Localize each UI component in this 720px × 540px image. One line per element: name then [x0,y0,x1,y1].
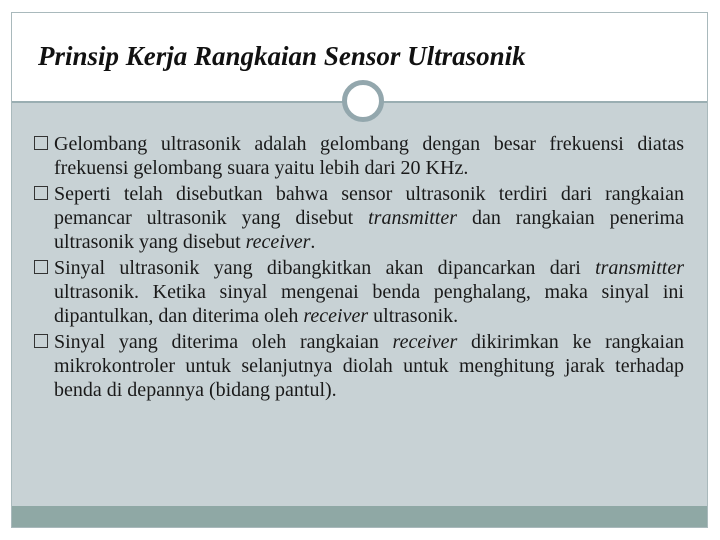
slide [11,12,708,528]
square-bullet-icon [34,260,48,274]
bullet-text [54,183,684,253]
text-segment: dikirimkan ke rangkaian mikrokontroler untuk selanjutnya diolah untuk menghitung jarak terhadap benda di depannya (bidang pantul). [54,331,684,401]
decorative-ring-icon [342,80,384,122]
bullet-text [54,257,684,327]
square-bullet-icon [34,136,48,150]
text-segment: Sinyal yang diterima oleh rangkaian [54,331,393,353]
text-segment: Seperti telah disebutkan bahwa sensor ultrasonik terdiri dari rangkaian pemancar ultrasonik yang disebut [54,183,684,229]
italic-term: transmitter [595,257,684,279]
bullet-list [14,132,684,404]
bullet-text [54,133,684,179]
italic-term: receiver [303,305,369,327]
slide-title: Prinsip Kerja Rangkaian Sensor Ultrasonik [38,41,526,71]
text-segment: dan rangkaian penerima ultrasonik yang disebut [54,207,684,253]
text-segment: Sinyal ultrasonik yang dibangkitkan akan dipancarkan dari [54,257,596,279]
italic-term: receiver [392,331,458,353]
bullet-item [14,182,684,254]
text-segment: Gelombang ultrasonik adalah gelombang dengan besar frekuensi diatas frekuensi gelombang suara yaitu lebih dari 20 KHz. [54,133,684,179]
square-bullet-icon [34,334,48,348]
bullet-item [14,330,684,402]
bullet-text [54,331,684,401]
text-segment: . [310,231,316,253]
square-bullet-icon [34,186,48,200]
text-segment: ultrasonik. [368,305,459,327]
italic-term: receiver [245,231,311,253]
bullet-item [14,132,684,180]
bullet-item [14,256,684,328]
text-segment: ultrasonik. Ketika sinyal mengenai benda penghalang, maka sinyal ini dipantulkan, dan diterima oleh [54,281,684,327]
footer-band [12,506,707,527]
italic-term: transmitter [368,207,458,229]
